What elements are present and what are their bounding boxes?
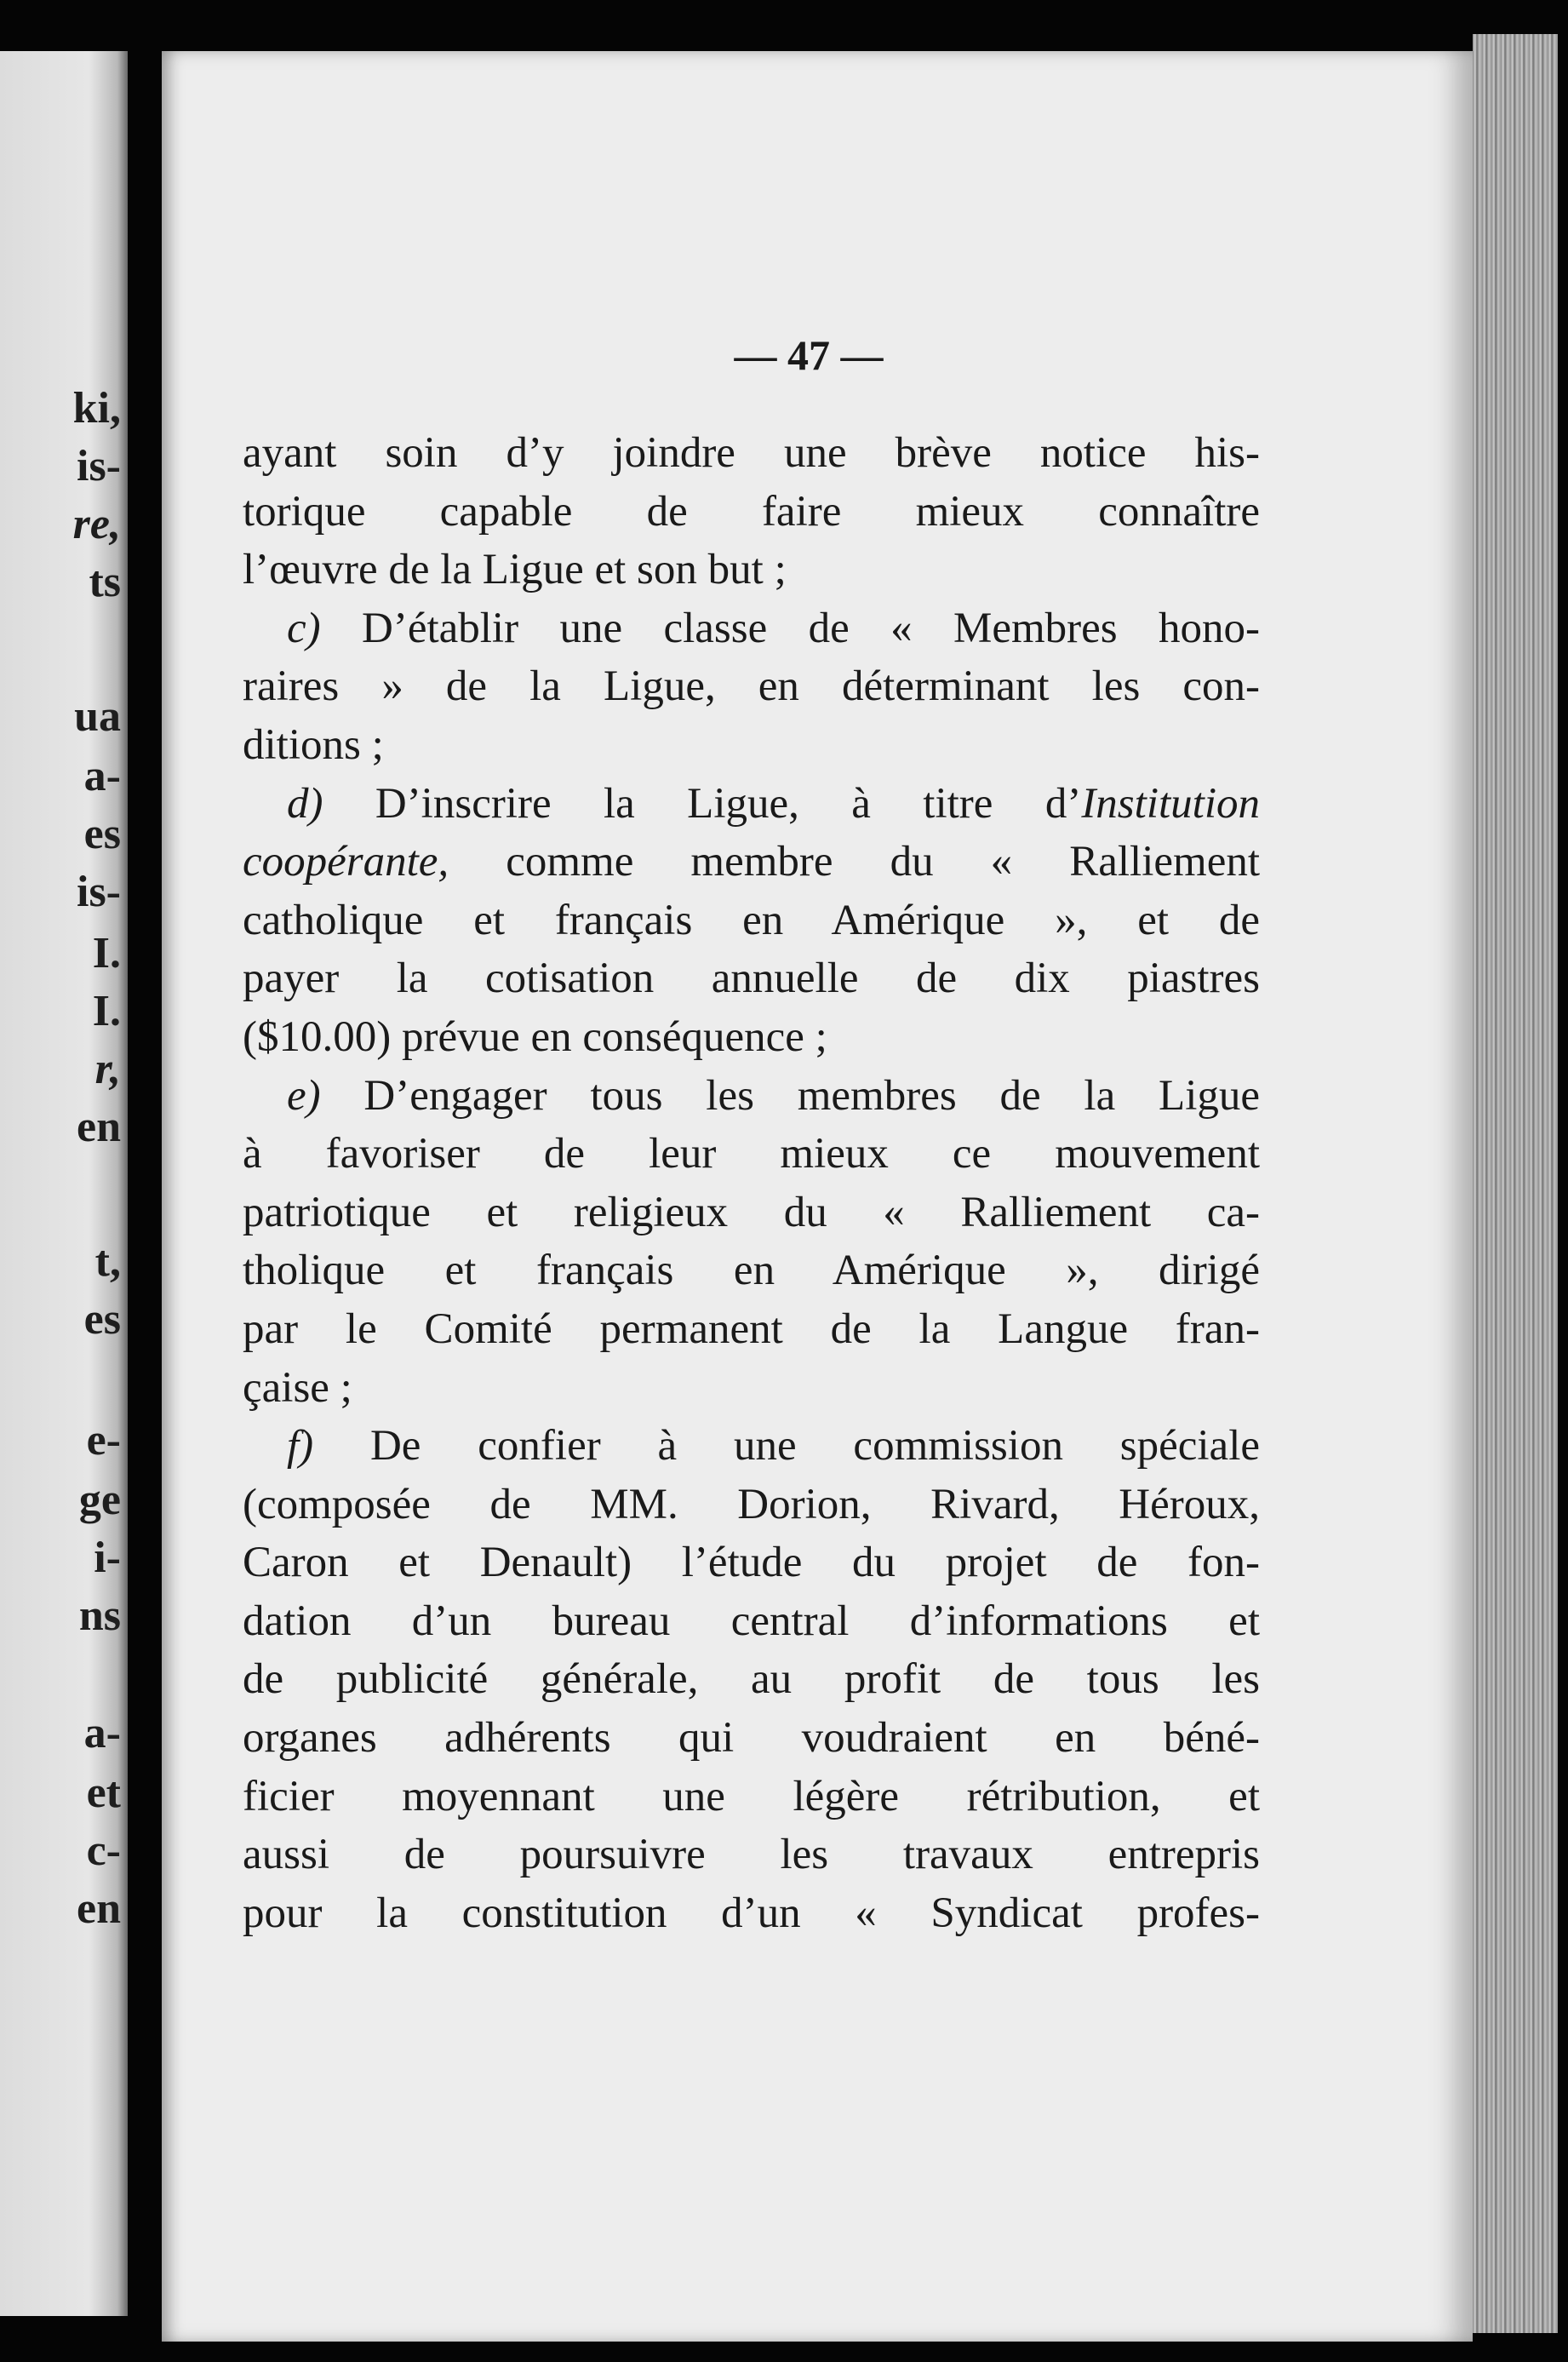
text-line: organes adhérents qui voudraient en béné-: [243, 1714, 1260, 1763]
text-line: catholique et français en Amérique », et de: [243, 896, 1260, 944]
text-line: ficier moyennant une légère rétribution, et: [243, 1772, 1260, 1820]
text-line: ditions ;: [243, 720, 384, 769]
text-line: dation d’un bureau central d’informations et: [243, 1597, 1260, 1645]
text-line: à favoriser de leur mieux ce mouvement: [243, 1130, 1260, 1178]
page-edge-stack: [1473, 34, 1558, 2333]
text-line: e) D’engager tous les membres de la Ligue: [287, 1071, 1260, 1120]
left-fragment: ua: [74, 692, 121, 741]
item-marker-c: c): [287, 604, 321, 652]
left-fragment: ki,: [72, 384, 121, 433]
left-fragment: en: [77, 1884, 121, 1933]
text-line: d) D’inscrire la Ligue, à titre d’Institution: [287, 779, 1260, 828]
text-line: par le Comité permanent de la Langue fran-: [243, 1304, 1260, 1353]
left-fragment: es: [83, 810, 121, 858]
left-fragment: is-: [77, 442, 121, 490]
item-marker-f: f): [287, 1422, 314, 1471]
text-line: aussi de poursuivre les travaux entrepris: [243, 1831, 1260, 1879]
text-line: pour la constitution d’un « Syndicat profes-: [243, 1889, 1260, 1937]
left-fragment: et: [86, 1769, 121, 1817]
left-fragment: r,: [94, 1045, 121, 1093]
book-page: [162, 51, 1473, 2342]
left-fragment: ge: [78, 1476, 121, 1524]
left-fragment: re,: [72, 500, 121, 548]
left-fragment: ns: [78, 1591, 121, 1640]
text-line: torique capable de faire mieux connaître: [243, 487, 1260, 536]
text-line: (composée de MM. Dorion, Rivard, Héroux,: [243, 1480, 1260, 1528]
left-fragment: c-: [86, 1826, 121, 1875]
left-fragment: a-: [83, 752, 121, 800]
item-marker-e: e): [287, 1071, 321, 1120]
text-line: çaise ;: [243, 1363, 352, 1412]
left-fragment: is-: [77, 868, 121, 916]
left-fragment: ts: [89, 558, 121, 606]
body-text: [243, 424, 1260, 1942]
left-fragment: I.: [92, 987, 121, 1035]
left-fragment: i-: [94, 1534, 121, 1582]
previous-page-margin: [0, 51, 128, 2316]
text-line: ($10.00) prévue en conséquence ;: [243, 1012, 827, 1061]
left-fragment: I.: [92, 929, 121, 977]
left-fragment: e-: [86, 1416, 121, 1465]
left-fragment: es: [83, 1295, 121, 1344]
text-line: ayant soin d’y joindre une brève notice his-: [243, 429, 1260, 477]
page-number: — 47 —: [734, 331, 884, 379]
text-line: c) D’établir une classe de « Membres hono-: [287, 604, 1260, 652]
text-line: Caron et Denault) l’étude du projet de fon-: [243, 1539, 1260, 1587]
text-line: coopérante, comme membre du « Ralliement: [243, 838, 1260, 886]
text-line: tholique et français en Amérique », dirigé: [243, 1247, 1260, 1295]
left-fragment: en: [77, 1103, 121, 1151]
left-fragment: a-: [83, 1709, 121, 1757]
text-line: l’œuvre de la Ligue et son but ;: [243, 546, 787, 594]
text-line: raires » de la Ligue, en déterminant les con-: [243, 662, 1260, 711]
text-line: de publicité générale, au profit de tous les: [243, 1655, 1260, 1704]
left-fragment: t,: [94, 1237, 121, 1286]
text-line: payer la cotisation annuelle de dix piastres: [243, 955, 1260, 1003]
text-line: f) De confier à une commission spéciale: [287, 1422, 1260, 1471]
item-marker-d: d): [287, 779, 323, 828]
text-line: patriotique et religieux du « Ralliement ca-: [243, 1188, 1260, 1236]
